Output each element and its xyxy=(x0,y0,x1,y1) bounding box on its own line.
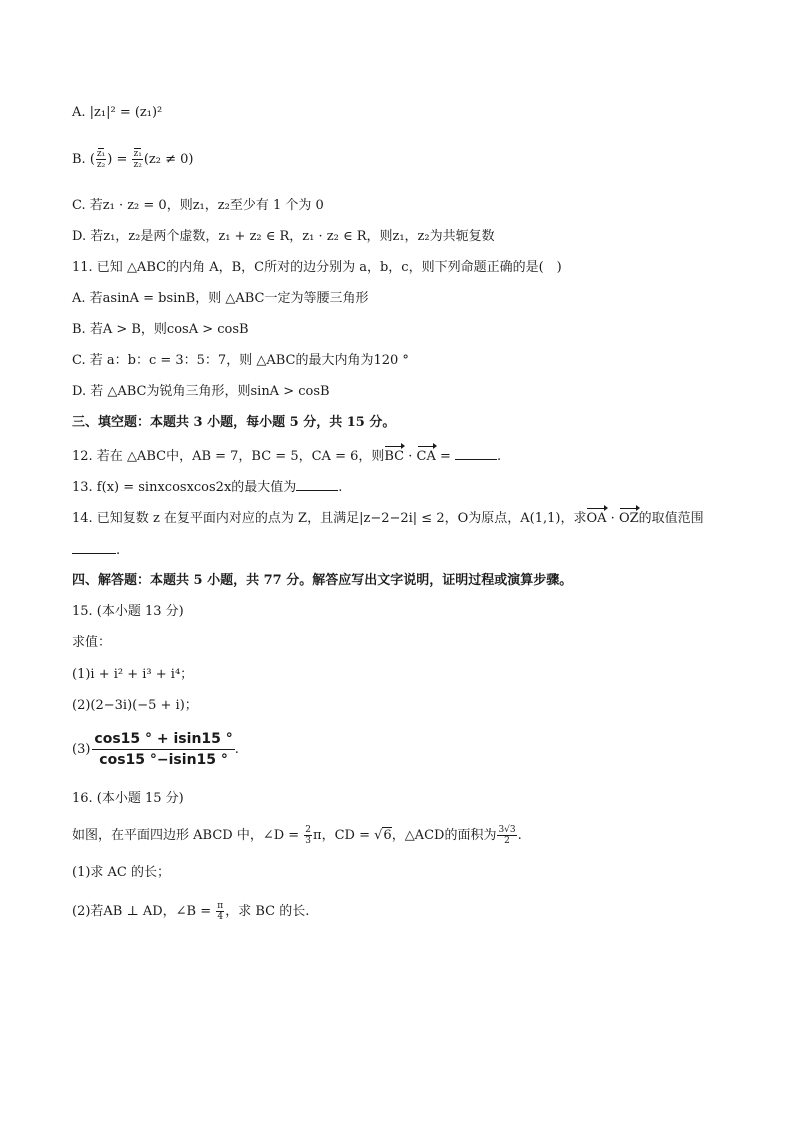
q16-sqrt-value: 6 xyxy=(383,828,392,843)
q16-stem-end: . xyxy=(517,828,522,843)
q16-stem-mid: ，△ACD的面积为 xyxy=(391,828,497,843)
q10-option-b-prefix: B. ( xyxy=(72,152,95,167)
q15-part-1-text: (1)i + i² + i³ + i⁴； xyxy=(72,667,194,682)
q16-part-2 xyxy=(72,896,309,928)
q16-part-2-fraction xyxy=(216,901,224,922)
q15-part-3 xyxy=(72,728,239,772)
q15-intro xyxy=(72,634,111,652)
q13-end: . xyxy=(338,480,343,495)
q12 xyxy=(72,447,501,466)
q10-option-b-suffix: (z₂ ≠ 0) xyxy=(143,152,194,167)
q11-option-d xyxy=(72,383,330,401)
q11-option-a-text: A. 若asinA = bsinB，则 △ABC一定为等腰三角形 xyxy=(72,291,369,306)
q12-vector-ca: CA xyxy=(416,449,436,464)
q16-angle-fraction xyxy=(304,825,312,846)
q10-option-a xyxy=(72,104,162,122)
q15-part-2-text: (2)(2−3i)(−5 + i)； xyxy=(72,698,198,713)
q16-area-num: 3√3 xyxy=(498,825,516,835)
section-3-heading xyxy=(72,414,395,432)
q13-answer-blank[interactable] xyxy=(296,478,338,491)
q16-angle-num: 2 xyxy=(305,825,312,835)
q10-b-lhs-den: z₂ xyxy=(96,160,106,170)
q12-vector-bc: BC xyxy=(384,449,405,464)
q15-title xyxy=(72,603,184,621)
q16-area-fraction xyxy=(497,825,516,846)
q11-option-d-text: D. 若 △ABC为锐角三角形，则sinA > cosB xyxy=(72,384,330,399)
q14-text: 14. 已知复数 z 在复平面内对应的点为 Z，且满足|z−2−2i| ≤ 2，O为原点，A(1,1)，求 xyxy=(72,511,587,526)
q16-angle-den: 3 xyxy=(305,836,312,846)
q15-part-3-numerator: cos15 ° + isin15 ° xyxy=(92,729,234,750)
q14-dot: · xyxy=(606,511,619,526)
q15-intro-text: 求值： xyxy=(72,635,112,650)
q16-part-2-after: ，求 BC 的长. xyxy=(225,904,310,919)
q10-option-b-lhs-fraction xyxy=(96,149,106,170)
q14-answer-blank[interactable] xyxy=(72,541,116,554)
q16-part-1 xyxy=(72,864,170,882)
q13-text: 13. f(x) = sinxcosxcos2x的最大值为 xyxy=(72,480,297,495)
q16-title-text: 16. (本小题 15 分) xyxy=(72,791,184,806)
q15-part-1 xyxy=(72,666,193,684)
q15-part-3-prefix: (3) xyxy=(72,742,91,757)
q12-dot: · xyxy=(404,449,417,464)
q10-option-b-mid: ) = xyxy=(107,152,132,167)
q14-text-after: 的取值范围 xyxy=(638,511,704,526)
q10-b-rhs-den: z₂ xyxy=(133,160,142,170)
q10-option-a-text: A. |z₁|² = (z₁)² xyxy=(72,105,163,120)
q15-part-2 xyxy=(72,697,198,715)
q11-option-b-text: B. 若A > B，则cosA > cosB xyxy=(72,322,249,337)
q16-part-2-den: 4 xyxy=(217,912,224,922)
q14-end: . xyxy=(116,543,121,558)
q12-answer-blank[interactable] xyxy=(455,447,497,460)
q16-part-1-text: (1)求 AC 的长； xyxy=(72,865,171,880)
q11-stem xyxy=(72,259,562,277)
q15-title-text: 15. (本小题 13 分) xyxy=(72,604,184,619)
q11-option-b xyxy=(72,321,249,339)
q15-part-3-end: . xyxy=(234,742,239,757)
q10-option-b-rhs-fraction xyxy=(132,149,142,170)
q14-blank-line xyxy=(72,541,120,560)
q16-part-2-text: (2)若AB ⊥ AD，∠B = xyxy=(72,904,216,919)
q14-vector-oa: OA xyxy=(586,511,607,526)
q16-angle-unit: π，CD = xyxy=(313,828,375,843)
q16-stem: 如图，在平面四边形 ABCD 中，∠D = $\frac{2}{3}$ π，CD = √6，△ACD的面积为 $\frac{3√3}{2}$ . xyxy=(72,825,522,846)
q10-option-c xyxy=(72,197,324,215)
q12-text: 12. 若在 △ABC中，AB = 7，BC = 5，CA = 6，则 xyxy=(72,449,385,464)
q10-option-d-text: D. 若z₁，z₂是两个虚数，z₁ + z₂ ∈ R，z₁ · z₂ ∈ R，则z₁，z₂为共轭复数 xyxy=(72,229,495,244)
q16-part-2-num: π xyxy=(217,901,224,911)
section-3-heading-text: 三、填空题：本题共 3 小题，每小题 5 分，共 15 分。 xyxy=(72,415,396,430)
q12-equals: = xyxy=(435,449,456,464)
q16-title xyxy=(72,790,184,808)
q10-option-d xyxy=(72,228,495,246)
section-4-heading xyxy=(72,572,572,590)
q11-option-c xyxy=(72,352,409,370)
q13 xyxy=(72,478,342,497)
q15-part-3-denominator: cos15 °−isin15 ° xyxy=(99,752,228,768)
q11-stem-text: 11. 已知 △ABC的内角 A，B，C所对的边分别为 a，b，c，则下列命题正确的是( ) xyxy=(72,260,562,275)
q10-option-b xyxy=(72,140,193,180)
q16-stem-text: 如图，在平面四边形 ABCD 中，∠D = xyxy=(72,828,304,843)
q12-end: . xyxy=(497,449,502,464)
q10-option-c-text: C. 若z₁ · z₂ = 0，则z₁，z₂至少有 1 个为 0 xyxy=(72,198,324,213)
q14-vector-oz: OZ xyxy=(618,511,639,526)
q11-option-c-text: C. 若 a：b：c = 3：5：7，则 △ABC的最大内角为120 ° xyxy=(72,353,409,368)
q11-option-a xyxy=(72,290,369,308)
section-4-heading-text: 四、解答题：本题共 5 小题，共 77 分。解答应写出文字说明，证明过程或演算步骤。 xyxy=(72,573,573,588)
q15-part-3-fraction xyxy=(92,729,234,770)
q10-b-rhs-num: z₁ xyxy=(133,149,142,159)
q14 xyxy=(72,510,704,528)
q16-area-den: 2 xyxy=(504,836,510,846)
q10-b-lhs-num: z₁ xyxy=(96,149,106,159)
